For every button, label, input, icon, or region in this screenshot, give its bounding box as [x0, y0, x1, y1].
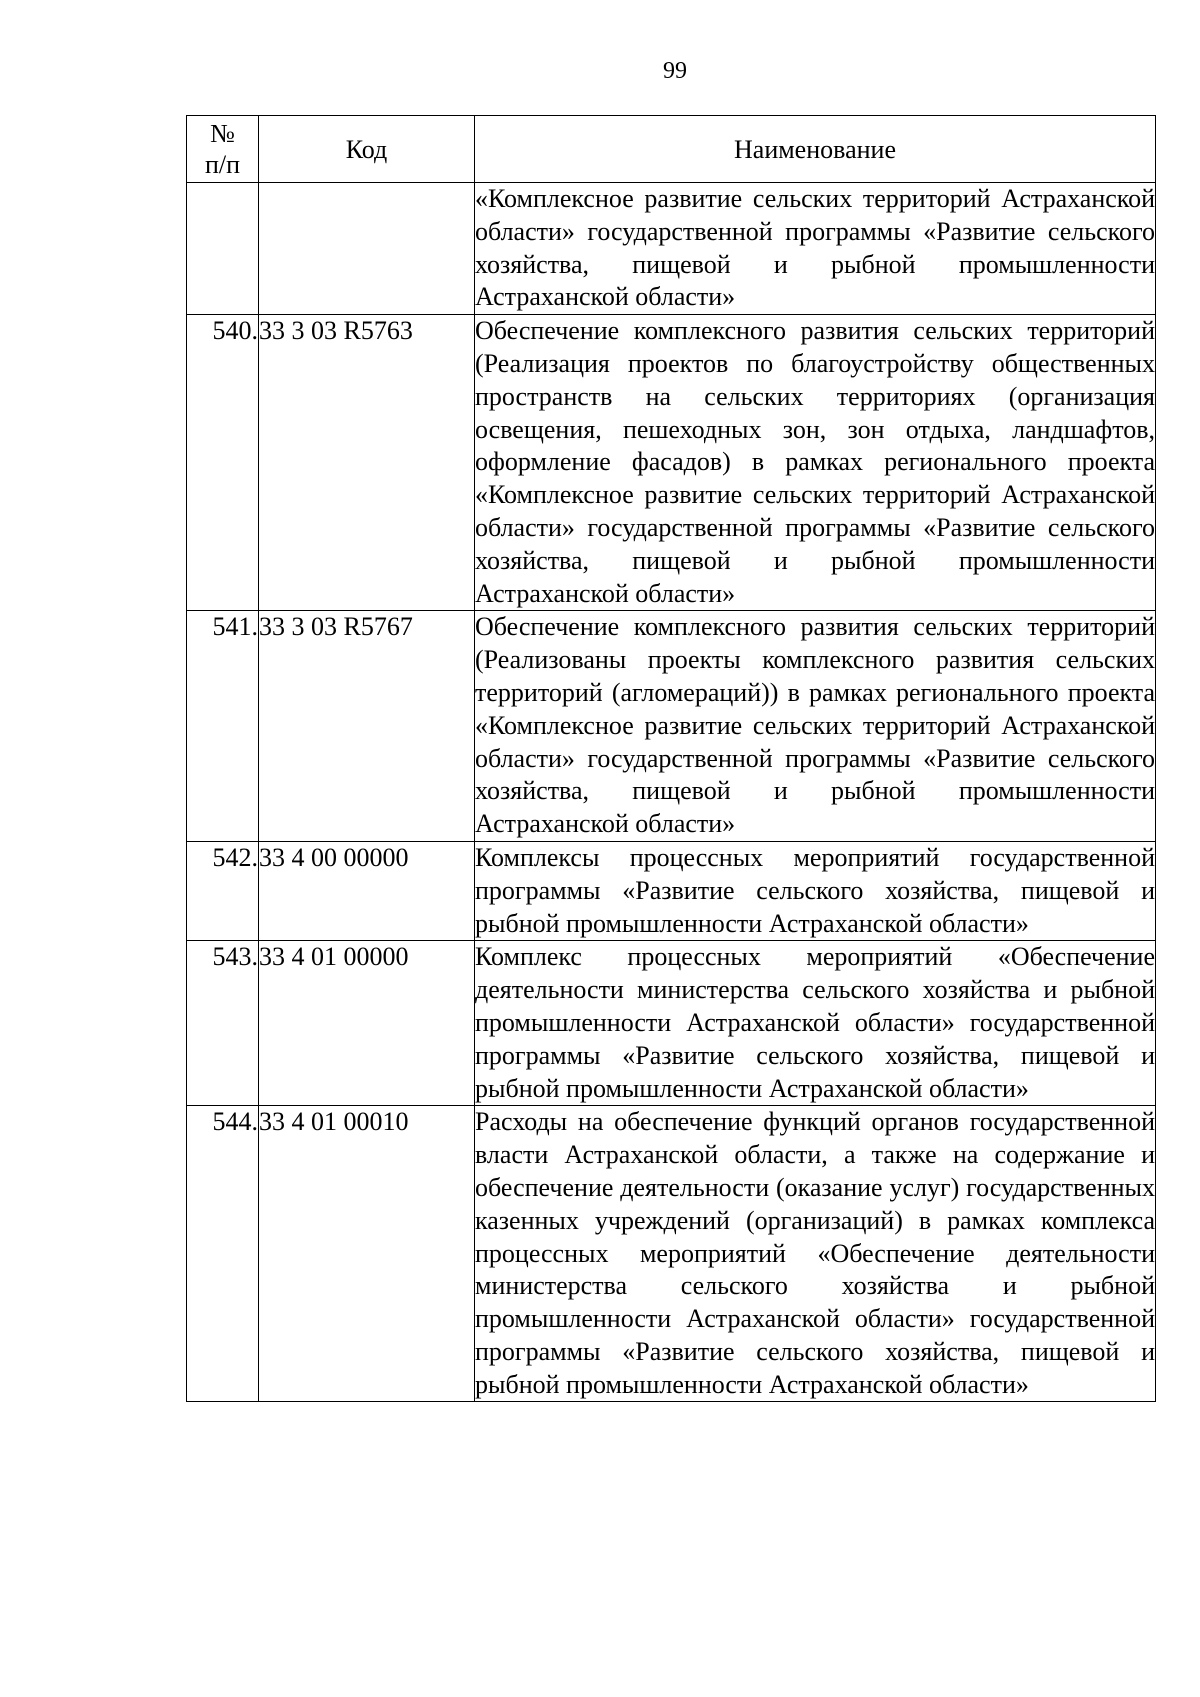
row-name: Обеспечение комплексного развития сельских территорий (Реализованы проекты комплексного развития сельских территорий (агломераций)) в рамках регионального проекта «Комплексное развитие сельских территорий Астраханской области» государственной программы «Развитие сельского хозяйства, пищевой и рыбной промышленности Астраханской области»: [475, 611, 1156, 842]
header-name: Наименование: [475, 116, 1156, 183]
row-name: «Комплексное развитие сельских территорий Астраханской области» государственной программы «Развитие сельского хозяйства, пищевой и рыбной промышленности Астраханской области»: [475, 183, 1156, 315]
row-code: 33 4 00 00000: [259, 841, 475, 940]
table-header-row: [187, 116, 1156, 183]
header-code: Код: [259, 116, 475, 183]
header-row-number: [187, 116, 259, 183]
table-row: [187, 183, 1156, 315]
row-number: 544.: [187, 1106, 259, 1402]
page-number: 99: [663, 58, 687, 84]
header-number-abbrev: п/п: [204, 150, 241, 179]
table-row: [187, 1106, 1156, 1402]
row-number: 540.: [187, 315, 259, 611]
row-name: Комплексы процессных мероприятий государственной программы «Развитие сельского хозяйства, пищевой и рыбной промышленности Астраханской области»: [475, 841, 1156, 940]
row-code: 33 4 01 00010: [259, 1106, 475, 1402]
table-row: [187, 315, 1156, 611]
row-name: Расходы на обеспечение функций органов государственной власти Астраханской области, а также на содержание и обеспечение деятельности (оказание услуг) государственных казенных учреждений (организаций) в рамках комплекса процессных мероприятий «Обеспечение деятельности министерства сельского хозяйства и рыбной промышленности Астраханской области» государственной программы «Развитие сельского хозяйства, пищевой и рыбной промышленности Астраханской области»: [475, 1106, 1156, 1402]
row-code: 33 3 03 R5763: [259, 315, 475, 611]
row-code: 33 4 01 00000: [259, 941, 475, 1106]
row-number: 542.: [187, 841, 259, 940]
header-number-sign: №: [210, 119, 235, 148]
budget-code-table: [186, 115, 1156, 1402]
table-row: [187, 841, 1156, 940]
table-row: [187, 941, 1156, 1106]
row-code: 33 3 03 R5767: [259, 611, 475, 842]
row-name: Комплекс процессных мероприятий «Обеспечение деятельности министерства сельского хозяйства и рыбной промышленности Астраханской области» государственной программы «Развитие сельского хозяйства, пищевой и рыбной промышленности Астраханской области»: [475, 941, 1156, 1106]
table-row: [187, 611, 1156, 842]
row-number: [187, 183, 259, 315]
row-number: 541.: [187, 611, 259, 842]
row-name: Обеспечение комплексного развития сельских территорий (Реализация проектов по благоустройству общественных пространств на сельских территориях (организация освещения, пешеходных зон, зон отдыха, ландшафтов, оформление фасадов) в рамках регионального проекта «Комплексное развитие сельских территорий Астраханской области» государственной программы «Развитие сельского хозяйства, пищевой и рыбной промышленности Астраханской области»: [475, 315, 1156, 611]
row-number: 543.: [187, 941, 259, 1106]
row-code: [259, 183, 475, 315]
